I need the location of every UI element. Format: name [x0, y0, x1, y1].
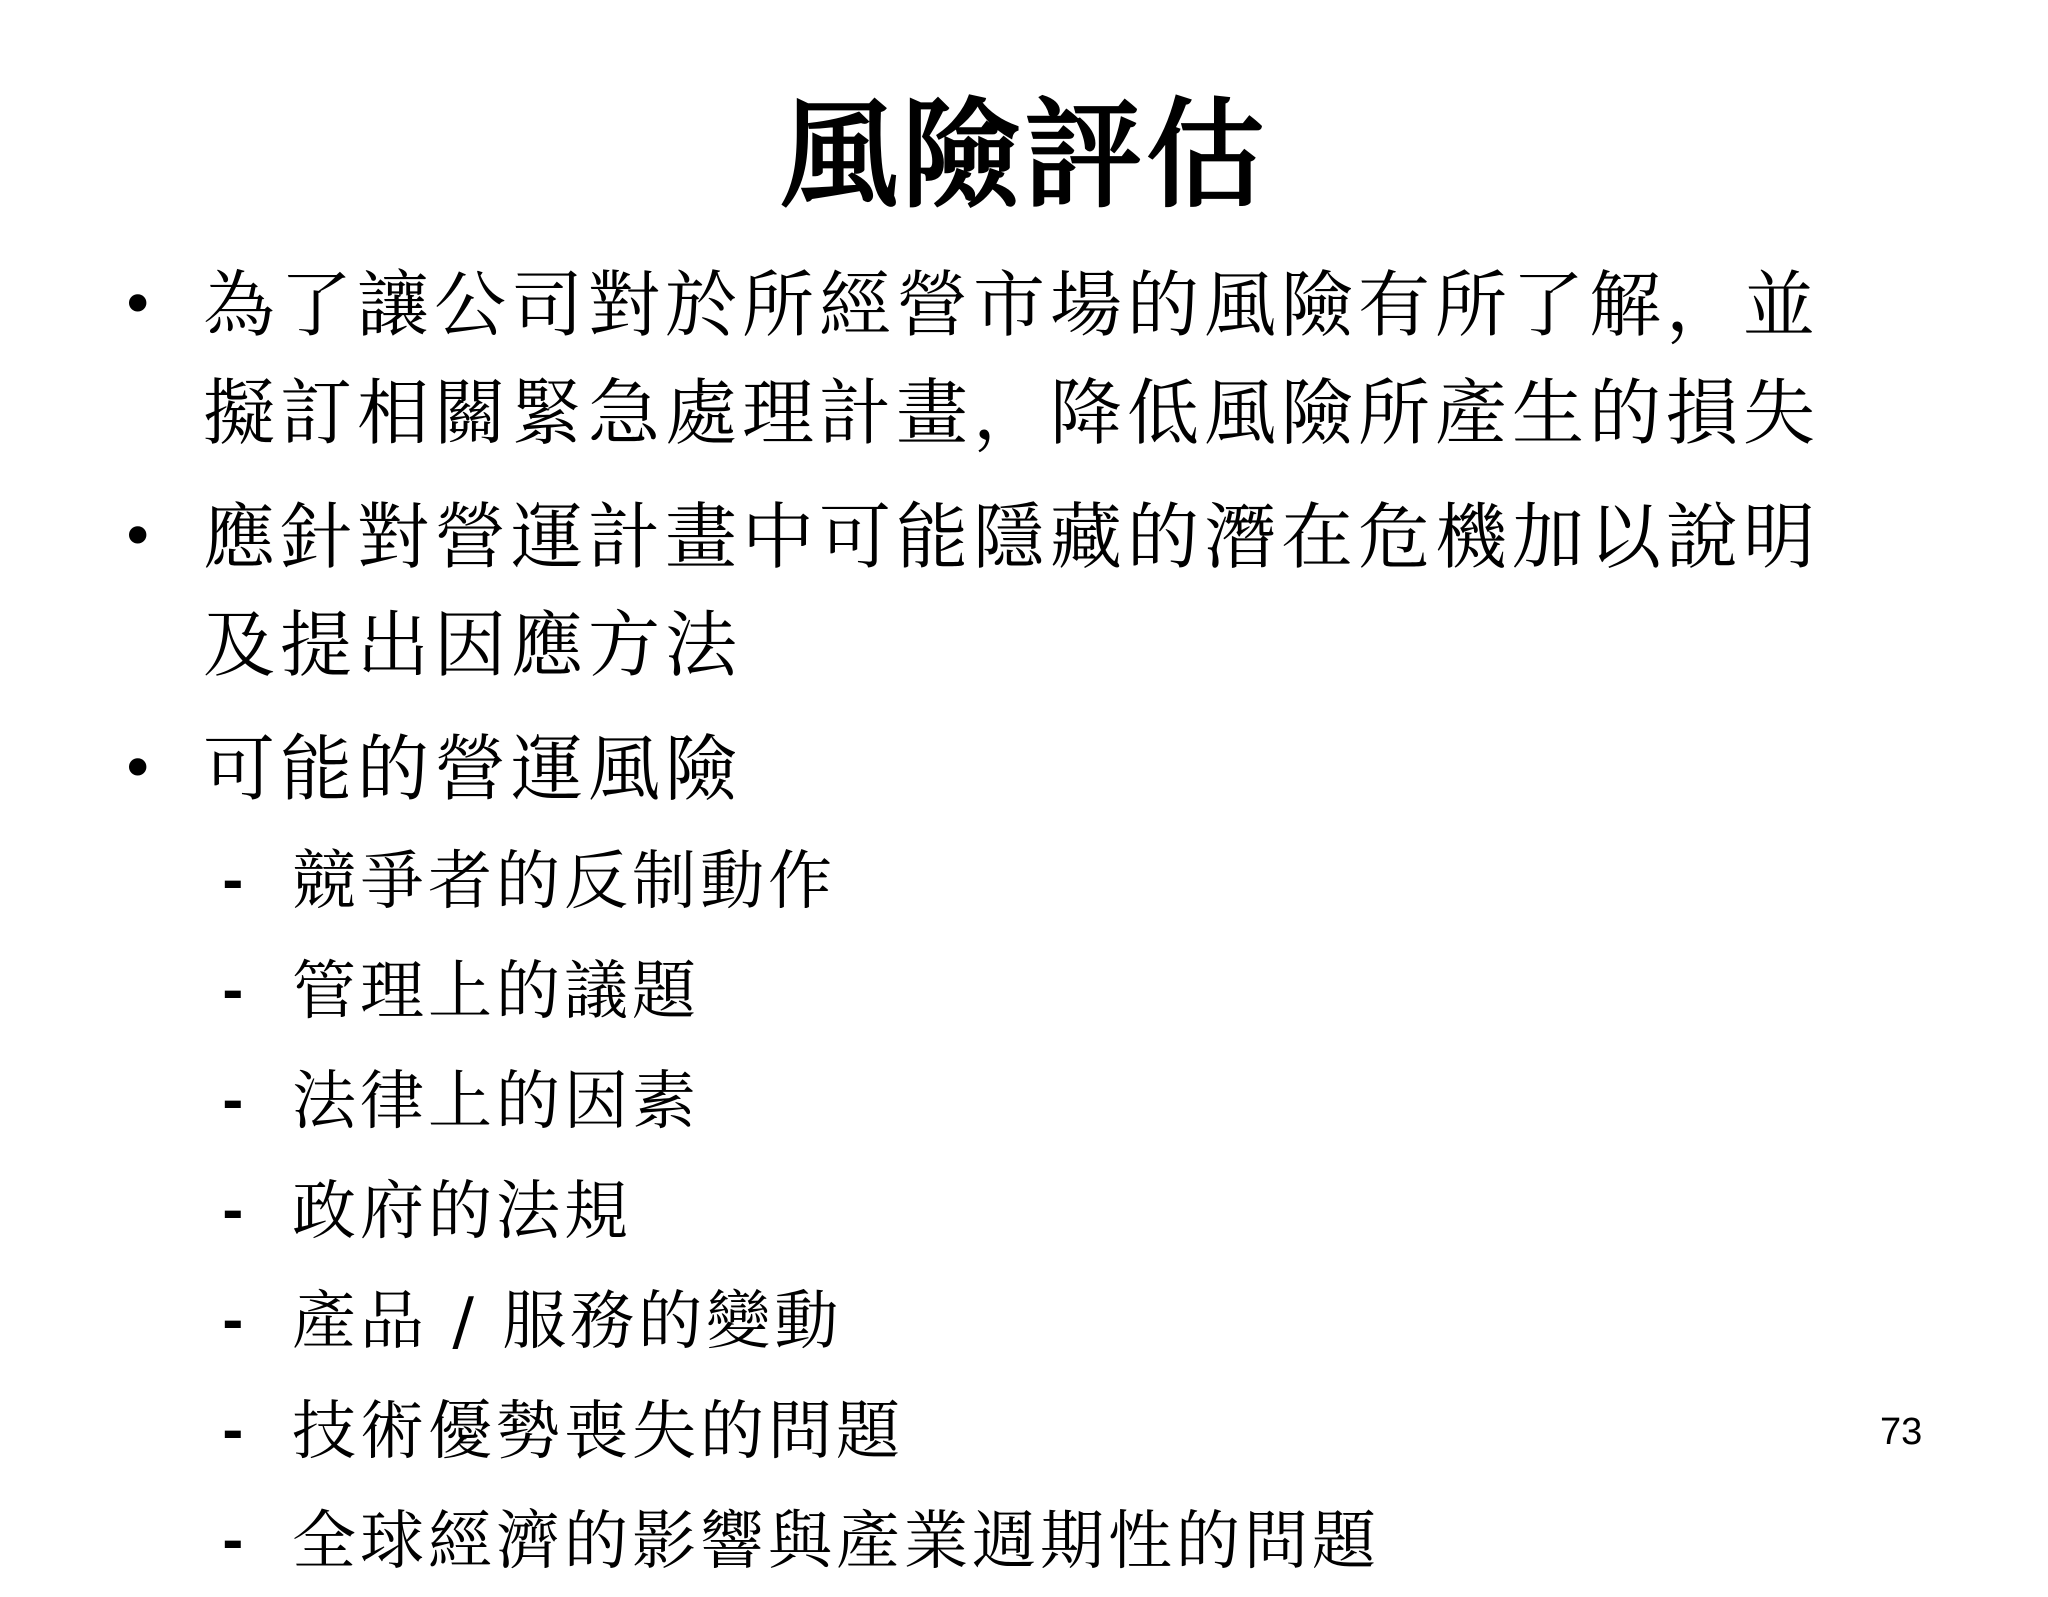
sub-list-text: 法律上的因素	[292, 1065, 700, 1139]
sub-list-text: 管理上的議題	[292, 955, 700, 1029]
bullet-marker: •	[120, 270, 156, 340]
sub-list-marker: -	[222, 1512, 244, 1572]
sub-list-text: 技術優勢喪失的問題	[292, 1395, 904, 1469]
sub-list-marker: -	[222, 1072, 244, 1132]
bullet-marker: •	[120, 502, 156, 572]
slide-title: 風險評估	[779, 86, 1268, 224]
bullet-line: 擬訂相關緊急處理計畫，降低風險所產生的損失	[203, 371, 1821, 455]
bullet-line: 及提出因應方法	[203, 603, 743, 687]
sub-list-marker: -	[222, 852, 244, 912]
sub-list-text: 競爭者的反制動作	[292, 845, 836, 919]
bullet-line: 應針對營運計畫中可能隱藏的潛在危機加以說明	[203, 495, 1821, 579]
page-number: 73	[1880, 1411, 1923, 1453]
sub-list-text: 全球經濟的影響與產業週期性的問題	[292, 1505, 1380, 1579]
bullet-text	[203, 251, 1883, 467]
sub-list-marker: -	[222, 1182, 244, 1242]
sub-list-text: 產品 / 服務的變動	[292, 1285, 843, 1359]
bullet-marker: •	[120, 734, 156, 804]
bullet-text	[203, 715, 1883, 823]
bullet-line: 可能的營運風險	[203, 727, 743, 811]
sub-list-text: 政府的法規	[292, 1175, 632, 1249]
sub-list-marker: -	[222, 962, 244, 1022]
bullet-line: 為了讓公司對於所經營市場的風險有所了解，並	[203, 263, 1821, 347]
bullet-text	[203, 483, 1883, 699]
sub-list-marker: -	[222, 1402, 244, 1462]
sub-list-marker: -	[222, 1292, 244, 1352]
